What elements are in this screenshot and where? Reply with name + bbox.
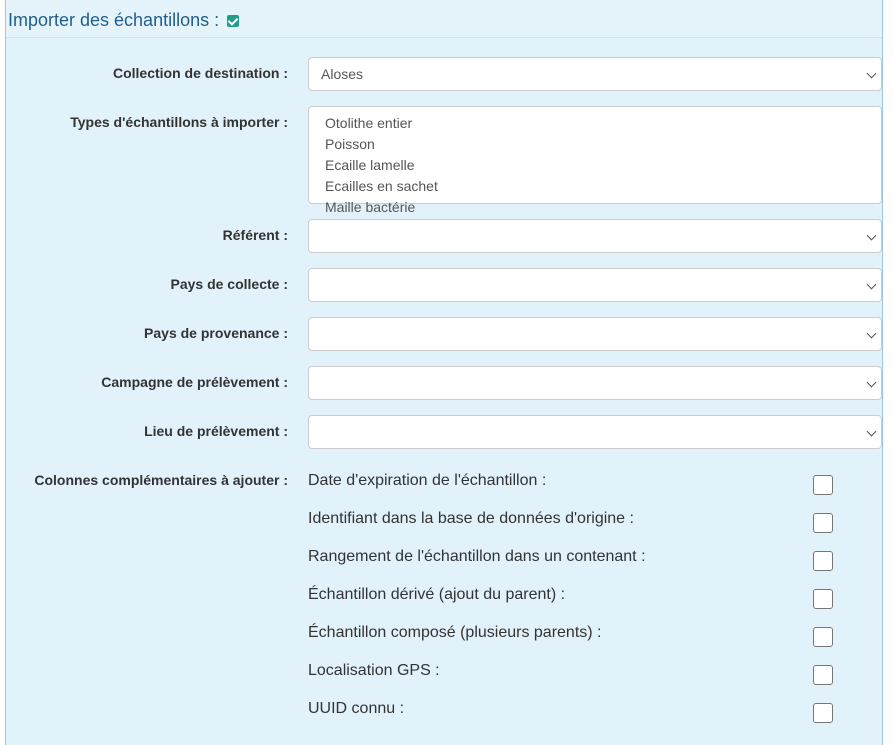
types-listbox[interactable]: [308, 106, 882, 215]
referent-select[interactable]: [308, 219, 882, 253]
colonne-checkbox-expiration[interactable]: [813, 475, 833, 495]
lieu-label: Lieu de prélèvement :: [144, 423, 288, 439]
chevron-down-icon: [867, 231, 877, 241]
checkbox-checked-icon[interactable]: [227, 15, 239, 27]
panel-header: [6, 0, 882, 38]
pays-provenance-label: Pays de provenance :: [144, 325, 288, 341]
campagne-select[interactable]: [308, 366, 882, 400]
colonne-checkbox-derive[interactable]: [813, 589, 833, 609]
collection-label: Collection de destination :: [112, 65, 288, 81]
panel-title-text: Importer des échantillons :: [8, 10, 220, 30]
referent-label: Référent :: [222, 227, 288, 243]
types-option[interactable]: Otolithe entier: [325, 115, 413, 131]
colonne-item-label: Échantillon dérivé (ajout du parent) :: [308, 586, 566, 603]
colonne-checkbox-uuid[interactable]: [813, 703, 833, 723]
colonne-item-label: Rangement de l'échantillon dans un contenant :: [308, 548, 646, 565]
pays-collecte-select[interactable]: [308, 268, 882, 302]
pays-provenance-select[interactable]: [308, 317, 882, 351]
colonne-checkbox-identifiant[interactable]: [813, 513, 833, 533]
colonne-checkbox-gps[interactable]: [813, 665, 833, 685]
colonne-item-label: Échantillon composé (plusieurs parents) :: [308, 624, 602, 641]
panel-title: [8, 10, 239, 31]
colonne-checkbox-rangement[interactable]: [813, 551, 833, 571]
colonne-checkbox-compose[interactable]: [813, 627, 833, 647]
types-option[interactable]: Ecaille lamelle: [325, 157, 415, 173]
chevron-down-icon: [867, 329, 877, 339]
colonne-item-label: Date d'expiration de l'échantillon :: [308, 472, 547, 489]
chevron-down-icon: [867, 69, 877, 79]
types-option[interactable]: Maille bactérie: [325, 199, 416, 215]
lieu-select[interactable]: [308, 415, 882, 449]
colonnes-label: Colonnes complémentaires à ajouter :: [34, 472, 288, 488]
chevron-down-icon: [867, 280, 877, 290]
types-option[interactable]: Poisson: [325, 136, 375, 152]
collection-select[interactable]: [308, 57, 882, 91]
campagne-label: Campagne de prélèvement :: [101, 374, 288, 390]
colonne-item-label: Identifiant dans la base de données d'origine :: [308, 510, 634, 527]
types-label: Types d'échantillons à importer :: [70, 114, 288, 130]
types-option[interactable]: Ecailles en sachet: [325, 178, 438, 194]
pays-collecte-label: Pays de collecte :: [170, 276, 288, 292]
collection-select-value: Aloses: [321, 66, 364, 82]
chevron-down-icon: [867, 378, 877, 388]
colonne-item-label: UUID connu :: [308, 700, 405, 717]
chevron-down-icon: [867, 427, 877, 437]
colonne-item-label: Localisation GPS :: [308, 662, 440, 679]
